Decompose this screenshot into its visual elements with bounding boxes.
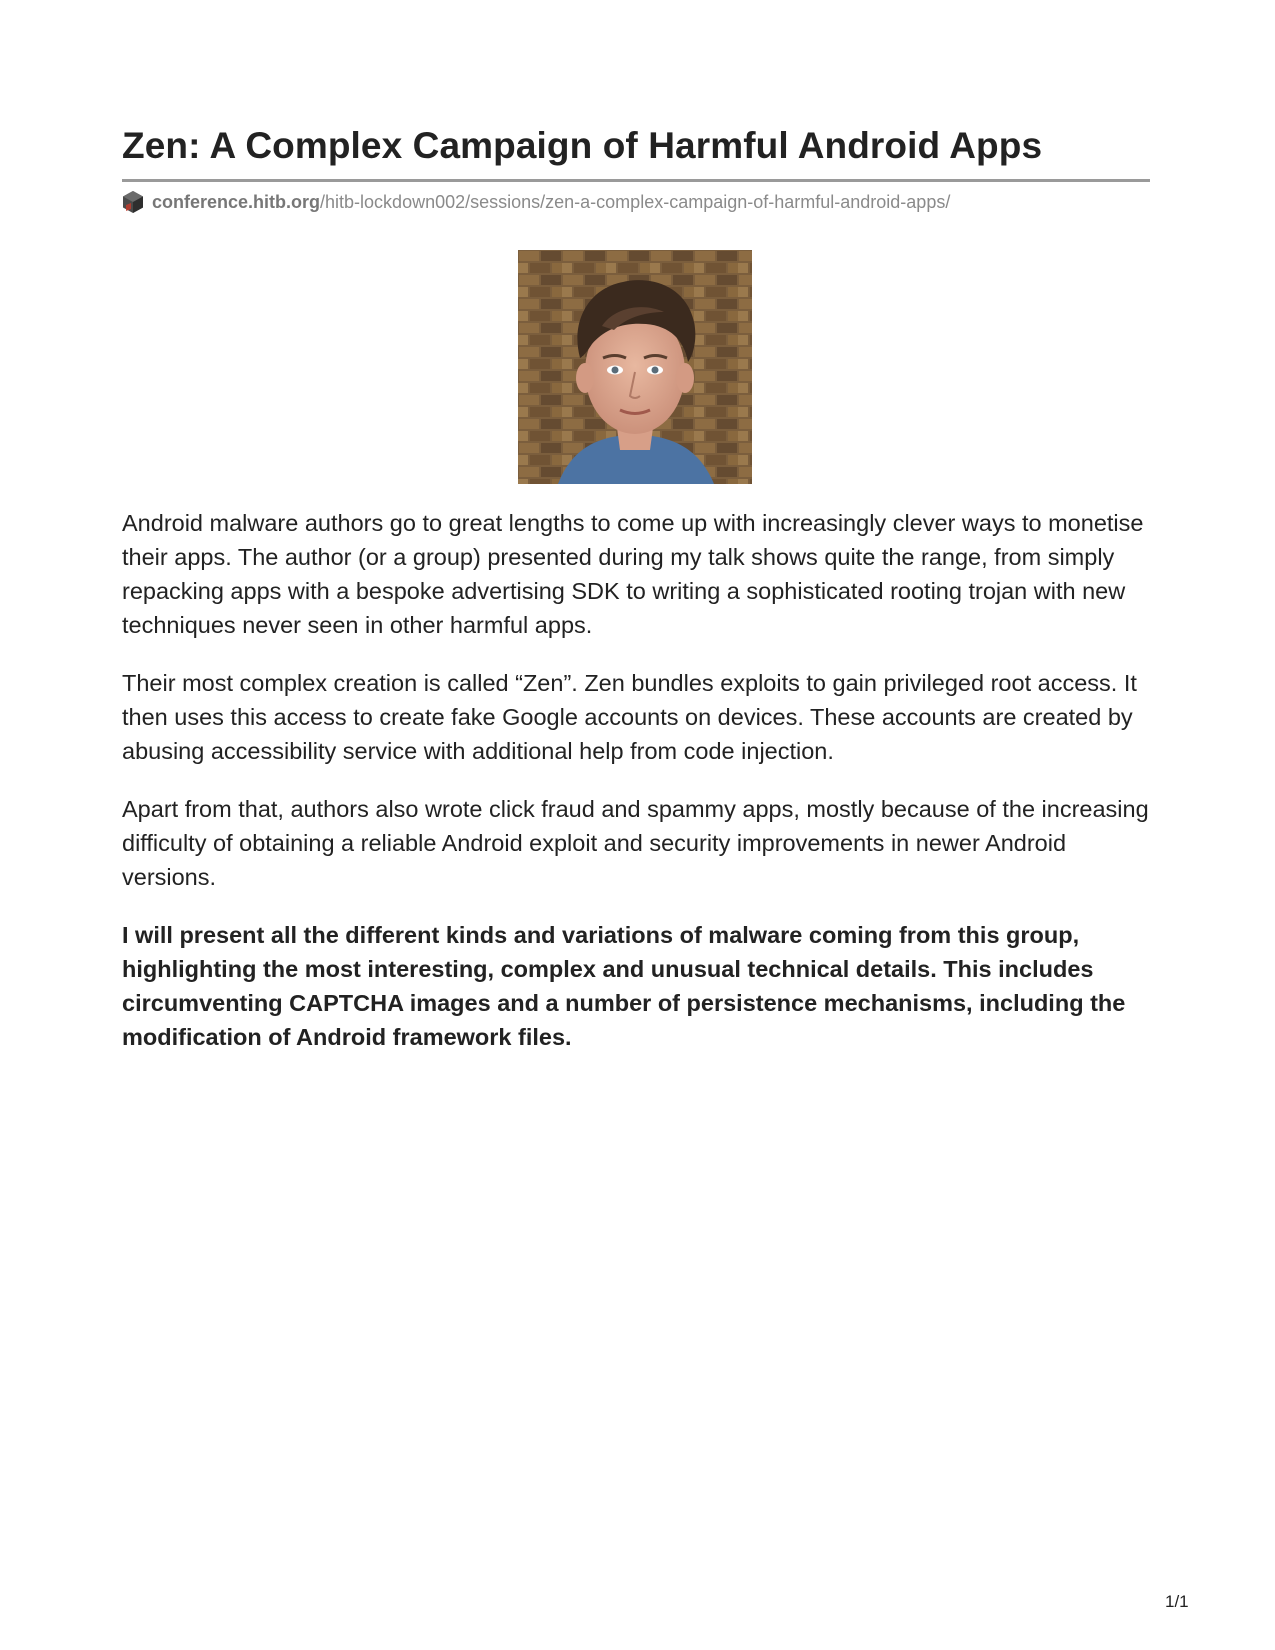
- paragraph: Android malware authors go to great lengths to come up with increasingly clever ways to monetise their apps. The author (or a group) presented during my talk shows quite the range, from simply repacking apps with a bespoke advertising SDK to writing a sophisticated rooting trojan with new techniques never seen in other harmful apps.: [122, 510, 1144, 639]
- source-path[interactable]: /hitb-lockdown002/sessions/zen-a-complex-campaign-of-harmful-android-apps/: [320, 191, 951, 212]
- site-cube-icon: [122, 190, 144, 214]
- page-number: 1/1: [1165, 1592, 1189, 1611]
- photo-container: [122, 250, 1150, 484]
- article-body: [122, 506, 1150, 1054]
- paragraph: Their most complex creation is called “Zen”. Zen bundles exploits to gain privileged root access. It then uses this access to create fake Google accounts on devices. These accounts are created by abusing accessibility service with additional help from code injection.: [122, 670, 1137, 765]
- title-divider: [122, 179, 1150, 182]
- speaker-portrait-photo: [518, 250, 752, 484]
- article: [122, 124, 1150, 1078]
- source-link[interactable]: [122, 190, 1150, 214]
- source-domain[interactable]: conference.hitb.org: [152, 191, 321, 212]
- article-title: Zen: A Complex Campaign of Harmful Android Apps: [122, 125, 1043, 166]
- paragraph: Apart from that, authors also wrote click fraud and spammy apps, mostly because of the increasing difficulty of obtaining a reliable Android exploit and security improvements in newer Android versions.: [122, 796, 1149, 891]
- paragraph-bold: I will present all the different kinds and variations of malware coming from this group, highlighting the most interesting, complex and unusual technical details. This includes circumventing CAPTCHA images and a number of persistence mechanisms, including the modification of Android framework files.: [122, 922, 1126, 1051]
